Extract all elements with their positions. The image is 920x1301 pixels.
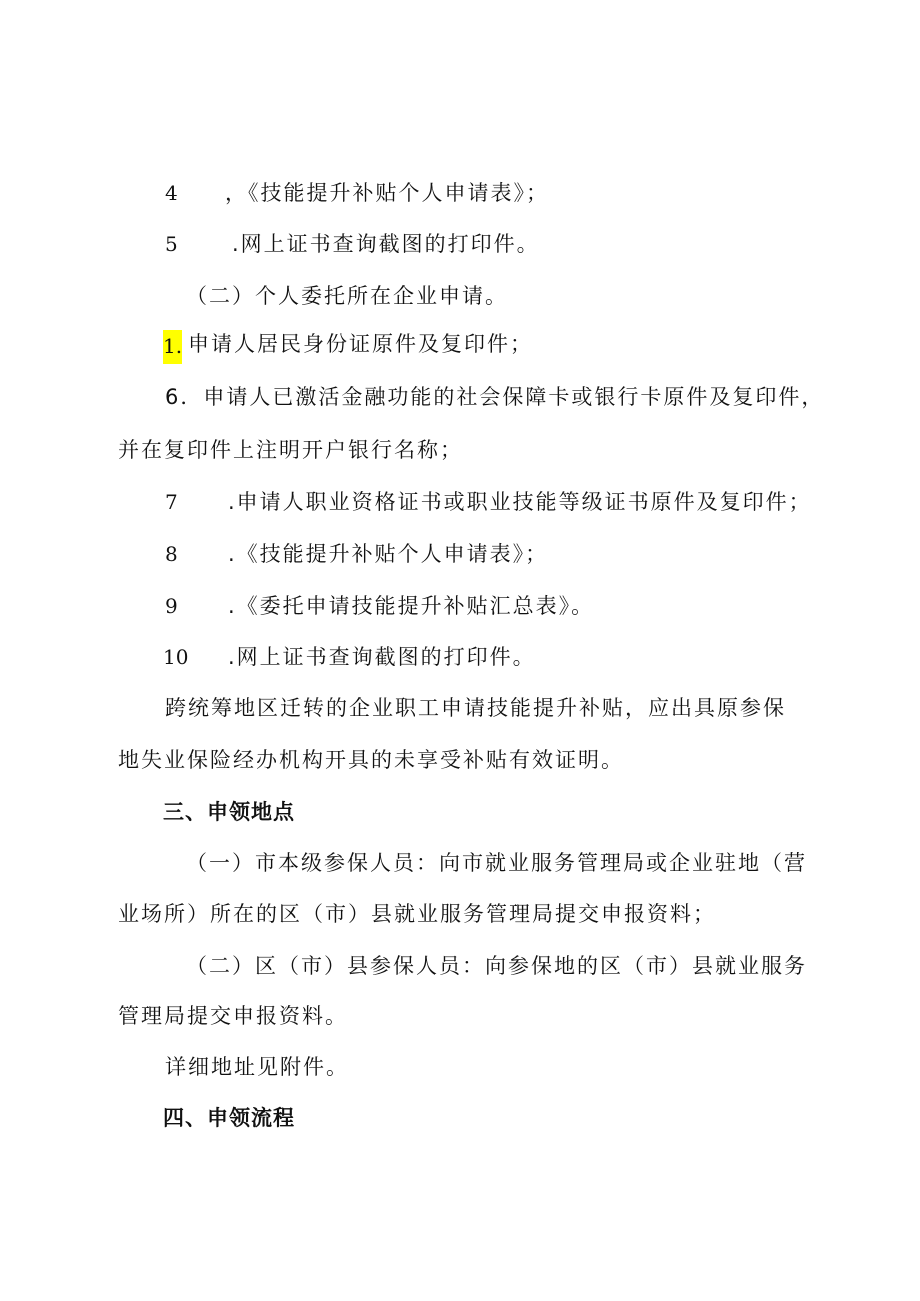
paragraph-text: 跨统筹地区迁转的企业职工申请技能提升补贴，应出具原参保 [165, 696, 786, 720]
section-title: 三、申领地点 [163, 800, 295, 824]
item-number: 5 [165, 232, 178, 256]
item-text-continued: 并在复印件上注明开户银行名称； [118, 438, 463, 462]
item-number: 4 [165, 181, 178, 205]
section-title: 四、申领流程 [163, 1106, 295, 1130]
paragraph-text-continued: 业场所）所在的区（市）县就业服务管理局提交申报资料； [118, 902, 716, 926]
item-text: .申请人职业资格证书或职业技能等级证书原件及复印件； [228, 490, 812, 514]
item-text: .网上证书查询截图的打印件。 [232, 232, 540, 256]
item-number: 10 [163, 645, 189, 669]
section-heading: （二）个人委托所在企业申请。 [186, 284, 508, 308]
paragraph-text-continued: 地失业保险经办机构开具的未享受补贴有效证明。 [118, 748, 624, 772]
item-text: 6．申请人已激活金融功能的社会保障卡或银行卡原件及复印件， [165, 385, 825, 409]
paragraph-text: 详细地址见附件。 [165, 1055, 349, 1079]
highlighted-item-number: 1. [163, 330, 182, 364]
item-number: 9 [165, 594, 178, 618]
item-number: 7 [165, 490, 178, 514]
item-number: 8 [165, 542, 178, 566]
paragraph-text-continued: 管理局提交申报资料。 [118, 1004, 348, 1028]
item-text: .《委托申请技能提升补贴汇总表》。 [228, 594, 595, 618]
paragraph-text: （一）市本级参保人员：向市就业服务管理局或企业驻地（营 [186, 851, 807, 875]
paragraph-text: （二）区（市）县参保人员：向参保地的区（市）县就业服务 [186, 954, 807, 978]
item-text: ，《技能提升补贴个人申请表》； [225, 181, 549, 205]
item-text: .《技能提升补贴个人申请表》； [228, 542, 549, 566]
item-text: .网上证书查询截图的打印件。 [228, 645, 536, 669]
item-text: 申请人居民身份证原件及复印件； [188, 332, 533, 356]
